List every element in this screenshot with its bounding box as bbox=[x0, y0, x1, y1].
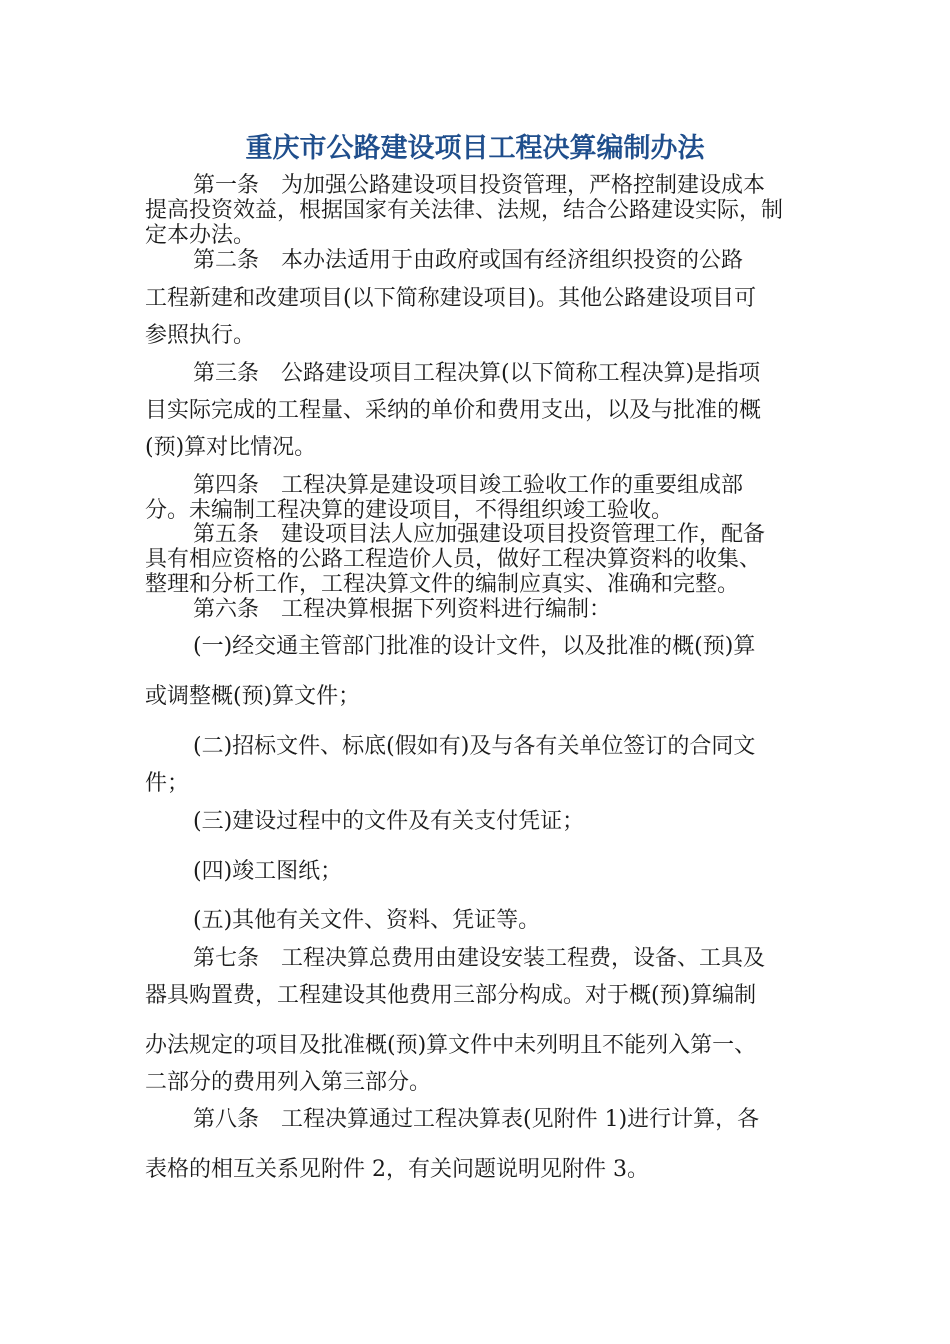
article-5-line-1: 第五条 建设项目法人应加强建设项目投资管理工作，配备 bbox=[193, 522, 766, 547]
document-title: 重庆市公路建设项目工程决算编制办法 bbox=[245, 133, 705, 164]
item-1-line-1: (一)经交通主管部门批准的设计文件，以及批准的概(预)算 bbox=[193, 634, 756, 659]
article-4-line-2: 分。未编制工程决算的建设项目，不得组织竣工验收。 bbox=[145, 498, 674, 523]
article-3-line-2: 目实际完成的工程量、采纳的单价和费用支出，以及与批准的概 bbox=[145, 398, 762, 423]
article-4-line-1: 第四条 工程决算是建设项目竣工验收工作的重要组成部 bbox=[193, 473, 744, 498]
article-5-line-2: 具有相应资格的公路工程造价人员，做好工程决算资料的收集、 bbox=[145, 547, 762, 572]
article-2-line-3: 参照执行。 bbox=[145, 323, 256, 348]
article-3-line-3: (预)算对比情况。 bbox=[145, 435, 317, 460]
article-2-line-1: 第二条 本办法适用于由政府或国有经济组织投资的公路 bbox=[193, 248, 744, 273]
article-8-line-2: 表格的相互关系见附件 2，有关问题说明见附件 3。 bbox=[145, 1157, 649, 1182]
article-7-line-1: 第七条 工程决算总费用由建设安装工程费，设备、工具及 bbox=[193, 946, 766, 971]
article-1-line-2: 提高投资效益，根据国家有关法律、法规，结合公路建设实际，制 bbox=[145, 198, 784, 223]
item-5-line: (五)其他有关文件、资料、凭证等。 bbox=[193, 908, 541, 933]
article-2-line-2: 工程新建和改建项目(以下简称建设项目)。其他公路建设项目可 bbox=[145, 286, 757, 311]
article-6-line-1: 第六条 工程决算根据下列资料进行编制： bbox=[193, 597, 612, 622]
article-7-line-3: 办法规定的项目及批准概(预)算文件中未列明且不能列入第一、 bbox=[145, 1033, 757, 1058]
item-1-line-2: 或调整概(预)算文件； bbox=[145, 684, 361, 709]
article-7-line-4: 二部分的费用列入第三部分。 bbox=[145, 1070, 432, 1095]
article-3-line-1: 第三条 公路建设项目工程决算(以下简称工程决算)是指项 bbox=[193, 361, 761, 386]
article-7-line-2: 器具购置费，工程建设其他费用三部分构成。对于概(预)算编制 bbox=[145, 983, 757, 1008]
article-8-line-1: 第八条 工程决算通过工程决算表(见附件 1)进行计算，各 bbox=[193, 1107, 760, 1132]
item-2-line-2: 件； bbox=[145, 771, 190, 796]
article-5-line-3: 整理和分析工作，工程决算文件的编制应真实、准确和完整。 bbox=[145, 572, 740, 597]
article-1-line-3: 定本办法。 bbox=[145, 223, 256, 248]
article-1-line-1: 第一条 为加强公路建设项目投资管理，严格控制建设成本 bbox=[193, 173, 766, 198]
item-3-line: (三)建设过程中的文件及有关支付凭证； bbox=[193, 809, 585, 834]
item-4-line: (四)竣工图纸； bbox=[193, 859, 343, 884]
item-2-line-1: (二)招标文件、标底(假如有)及与各有关单位签订的合同文 bbox=[193, 734, 756, 759]
